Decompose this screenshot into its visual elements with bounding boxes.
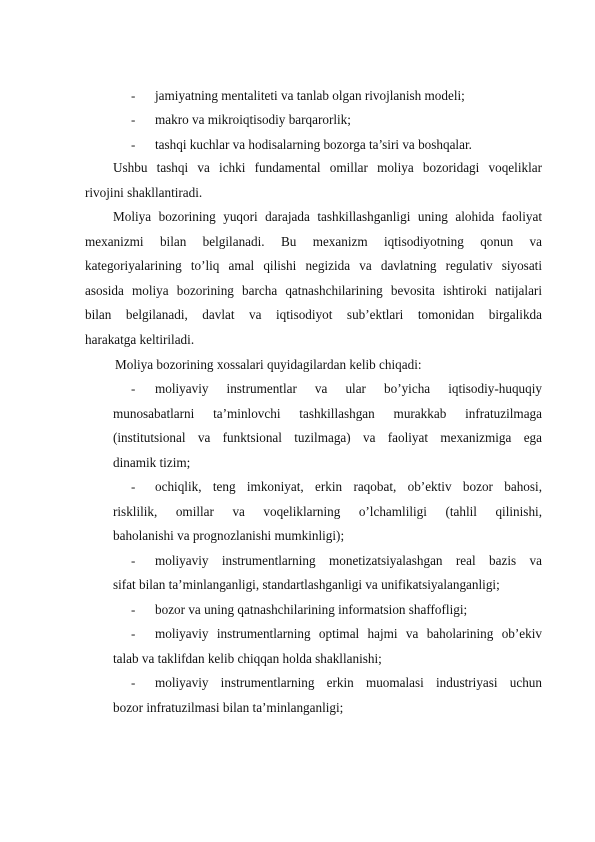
list-item: moliyaviy instrumentlar va ular bo’yicha iqtisodiy-huquqiy: [155, 381, 542, 396]
paragraph-line: Ushbu tashqi va ichki fundamental omillar moliya bozoridagi voqeliklar: [113, 160, 542, 175]
list-item: jamiyatning mentaliteti va tanlab olgan rivojlanish modeli;: [155, 88, 465, 103]
paragraph-line: asosida moliya bozorining barcha qatnashchilarining bevosita ishtiroki natijalari: [85, 282, 542, 298]
list-item-continuation: bozor infratuzilmasi bilan ta’minlanganligi;: [113, 699, 344, 715]
list-item: makro va mikroiqtisodiy barqarorlik;: [155, 112, 351, 127]
bullet-dash: -: [131, 479, 136, 494]
bullet-dash: -: [131, 88, 136, 103]
paragraph-line: harakatga keltiriladi.: [85, 331, 195, 347]
bullet-dash: -: [131, 381, 136, 396]
paragraph-line: mexanizmi bilan belgilanadi. Bu mexanizm iqtisodiyotning qonun va: [85, 233, 542, 249]
list-item: ochiqlik, teng imkoniyat, erkin raqobat, ob’ektiv bozor bahosi,: [155, 479, 542, 494]
bullet-dash: -: [131, 626, 136, 641]
list-item-continuation: baholanishi va prognozlanishi mumkinligi);: [113, 528, 345, 543]
bullet-dash: -: [131, 675, 136, 690]
paragraph-line: kategoriyalarining to’liq amal qilishi negizida va davlatning regulativ siyosati: [85, 258, 542, 273]
bullet-dash: -: [131, 112, 136, 127]
list-item: bozor va uning qatnashchilarining informatsion shaffofligi;: [155, 601, 468, 617]
paragraph-line: Moliya bozorining xossalari quyidagilardan kelib chiqadi:: [115, 357, 422, 372]
list-item-continuation: sifat bilan ta’minlanganligi, standartlashganligi va unifikatsiyalanganligi;: [113, 577, 500, 592]
list-item: moliyaviy instrumentlarning monetizatsiyalashgan real bazis va: [155, 552, 542, 568]
list-item-continuation: talab va taklifdan kelib chiqqan holda shakllanishi;: [113, 650, 382, 666]
list-item-continuation: risklilik, omillar va voqeliklarning o’lchamliligi (tahlil qilinishi,: [113, 503, 542, 519]
list-item: tashqi kuchlar va hodisalarning bozorga ta’siri va boshqalar.: [155, 137, 472, 152]
paragraph-line: rivojini shakllantiradi.: [85, 184, 203, 200]
list-item: moliyaviy instrumentlarning erkin muomalasi industriyasi uchun: [155, 675, 542, 690]
list-item-continuation: dinamik tizim;: [113, 454, 191, 470]
list-item-continuation: munosabatlarni ta’minlovchi tashkillashgan murakkab infratuzilmaga: [113, 405, 542, 421]
bullet-dash: -: [131, 601, 136, 617]
paragraph-line: bilan belgilanadi, davlat va iqtisodiyot sub’ektlari tomonidan birgalikda: [85, 307, 542, 322]
bullet-dash: -: [131, 137, 136, 152]
paragraph-line: Moliya bozorining yuqori darajada tashkillashganligi uning alohida faoliyat: [113, 209, 542, 224]
bullet-dash: -: [131, 552, 136, 568]
list-item: moliyaviy instrumentlarning optimal hajmi va baholarining ob’ekiv: [155, 626, 542, 641]
list-item-continuation: (institutsional va funktsional tuzilmaga) va faoliyat mexanizmiga ega: [113, 430, 542, 445]
